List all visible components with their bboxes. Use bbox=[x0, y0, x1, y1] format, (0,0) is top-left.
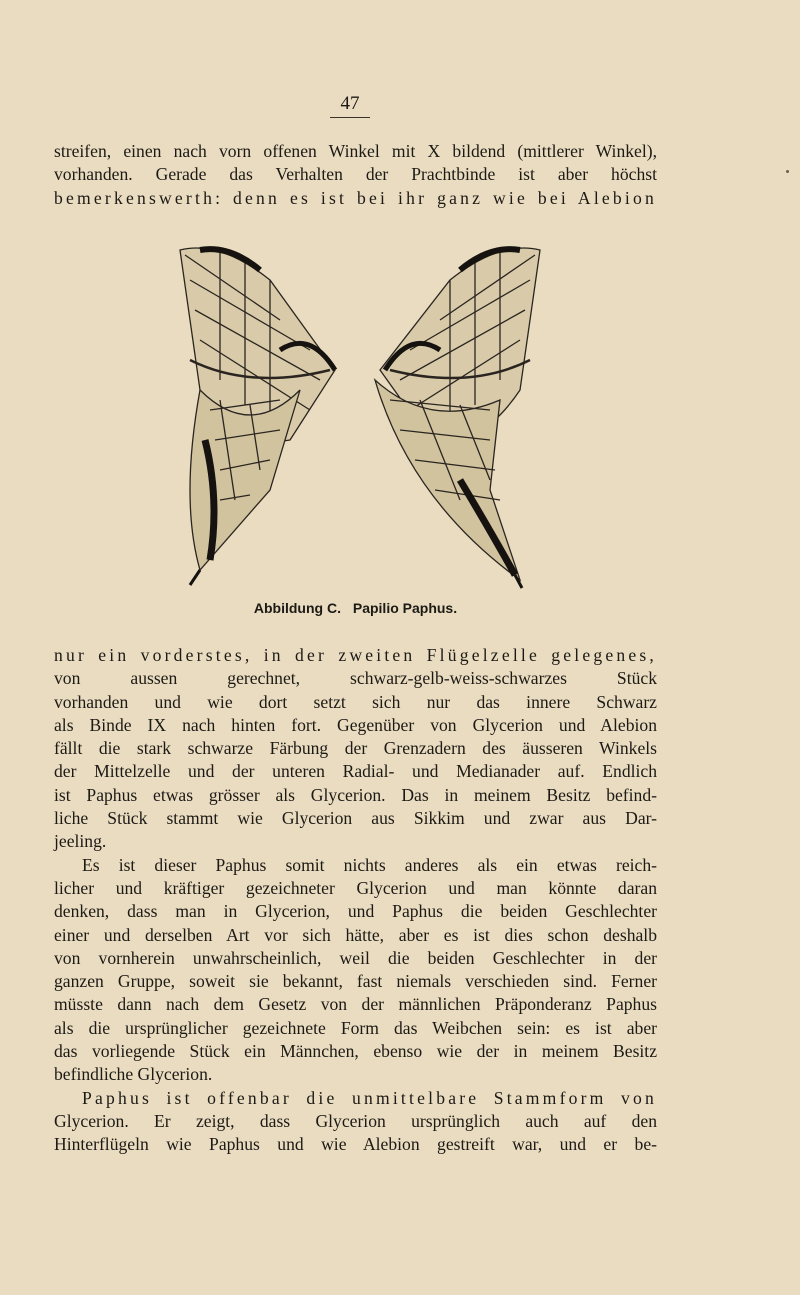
figure-caption bbox=[54, 600, 657, 616]
text-line: liche Stück stammt wie Glycerion aus Sikkim und zwar aus Dar- bbox=[54, 808, 657, 829]
text-line: von vornherein unwahrscheinlich, weil die beiden Geschlechter in der bbox=[54, 947, 657, 968]
text-line: befindliche Glycerion. bbox=[54, 1064, 213, 1085]
text-line: licher und kräftiger gezeichneter Glycerion und man könnte daran bbox=[54, 877, 657, 898]
text-line: als die ursprünglicher gezeichnete Form das Weibchen sein: es ist aber bbox=[54, 1017, 657, 1038]
text-line: nur ein vorderstes, in der zweiten Flügelzelle gelegenes, bbox=[54, 645, 657, 665]
text-line: einer und derselben Art vor sich hätte, aber es ist dies schon deshalb bbox=[54, 924, 657, 945]
text-line: fällt die stark schwarze Färbung der Grenzadern des äusseren Winkels bbox=[54, 738, 657, 759]
text-line: bemerkenswerth: denn es ist bei ihr ganz wie bei Alebion bbox=[54, 187, 657, 208]
text-line: das vorliegende Stück ein Männchen, ebenso wie der in meinem Besitz bbox=[54, 1041, 657, 1062]
text-line: der Mittelzelle und der unteren Radial- und Medianader auf. Endlich bbox=[54, 761, 657, 782]
page-number-rule bbox=[330, 117, 370, 118]
text-line: müsste dann nach dem Gesetz von der männlichen Präponderanz Paphus bbox=[54, 994, 657, 1015]
butterfly-wing-figure bbox=[160, 240, 560, 600]
text-line: vorhanden und wie dort setzt sich nur das innere Schwarz bbox=[54, 691, 657, 712]
page-number: 47 bbox=[340, 93, 360, 114]
text-line: Hinterflügeln wie Paphus und wie Alebion gestreift war, und er be- bbox=[54, 1134, 657, 1155]
text-line: Es ist dieser Paphus somit nichts anderes als ein etwas reich- bbox=[82, 854, 657, 875]
main-paragraphs bbox=[54, 644, 657, 1157]
caption-label: Abbildung C. bbox=[253, 600, 341, 616]
paper-speck bbox=[786, 170, 789, 173]
text-line: als Binde IX nach hinten fort. Gegenüber von Glycerion und Alebion bbox=[54, 714, 657, 735]
text-line: jeeling. bbox=[54, 831, 107, 852]
text-line: streifen, einen nach vorn offenen Winkel mit X bildend (mittlerer Winkel), bbox=[54, 141, 657, 161]
caption-text: Papilio Paphus. bbox=[352, 600, 458, 616]
text-line: ganzen Gruppe, soweit sie bekannt, fast niemals verschieden sind. Ferner bbox=[54, 971, 657, 992]
text-line: ist Paphus etwas grösser als Glycerion. Das in meinem Besitz befind- bbox=[54, 784, 657, 805]
text-line: Glycerion. Er zeigt, dass Glycerion ursprünglich auch auf den bbox=[54, 1110, 657, 1131]
top-paragraph bbox=[54, 140, 657, 210]
text-line: von aussen gerechnet, schwarz-gelb-weiss-schwarzes Stück bbox=[54, 668, 657, 689]
text-line: Paphus ist offenbar die unmittelbare Stammform von bbox=[82, 1087, 657, 1108]
text-line: denken, dass man in Glycerion, und Paphus die beiden Geschlechter bbox=[54, 901, 657, 922]
text-line: vorhanden. Gerade das Verhalten der Prachtbinde ist aber höchst bbox=[54, 164, 657, 185]
